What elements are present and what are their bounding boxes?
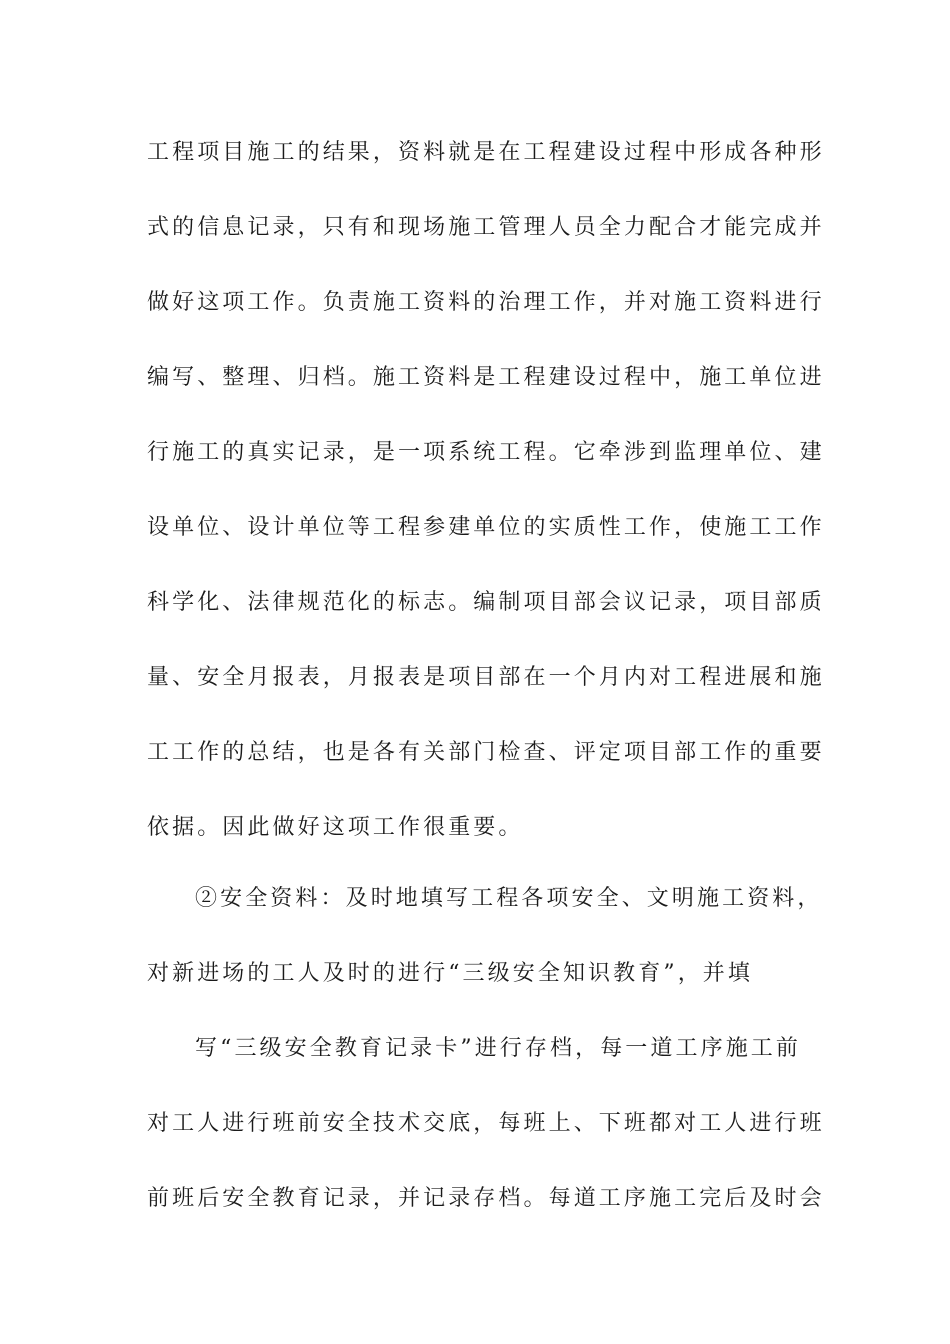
text-line: 行施工的真实记录，是一项系统工程。它牵涉到监理单位、建: [147, 440, 825, 465]
text-line-paragraph-start: 写“三级安全教育记录卡”进行存档，每一道工序施工前: [195, 1036, 801, 1061]
text-line: 工程项目施工的结果，资料就是在工程建设过程中形成各种形: [147, 140, 825, 165]
text-line: 对工人进行班前安全技术交底，每班上、下班都对工人进行班: [147, 1111, 825, 1136]
text-line: 前班后安全教育记录，并记录存档。每道工序施工完后及时会: [147, 1186, 825, 1211]
text-line: 做好这项工作。负责施工资料的治理工作，并对施工资料进行: [147, 290, 825, 315]
text-line: 量、安全月报表，月报表是项目部在一个月内对工程进展和施: [147, 665, 825, 690]
text-line: 科学化、法律规范化的标志。编制项目部会议记录，项目部质: [147, 590, 825, 615]
text-line: 设单位、设计单位等工程参建单位的实质性工作，使施工工作: [147, 515, 825, 540]
text-line: 工工作的总结，也是各有关部门检查、评定项目部工作的重要: [147, 740, 825, 765]
text-line: 依据。因此做好这项工作很重要。: [147, 815, 524, 840]
text-line-paragraph-start: ②安全资料：及时地填写工程各项安全、文明施工资料，: [195, 886, 823, 911]
text-line: 式的信息记录，只有和现场施工管理人员全力配合才能完成并: [147, 215, 825, 240]
text-line: 编写、整理、归档。施工资料是工程建设过程中，施工单位进: [147, 365, 825, 390]
text-line: 对新进场的工人及时的进行“三级安全知识教育”，并填: [147, 961, 753, 986]
